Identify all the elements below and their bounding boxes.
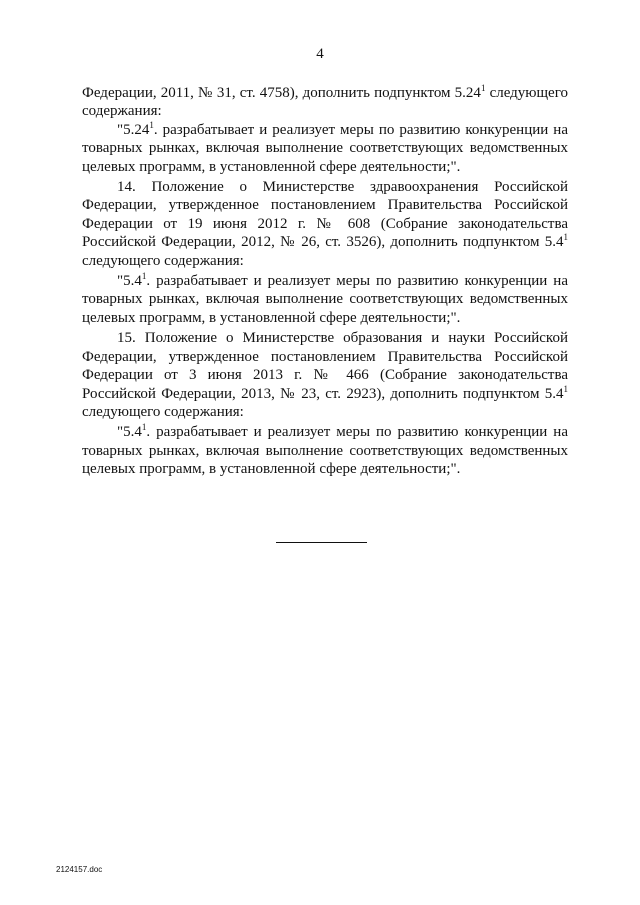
paragraph-15 bbox=[82, 329, 568, 421]
superscript: 1 bbox=[141, 271, 147, 282]
quoted-subparagraph-5-4-1-health bbox=[82, 272, 568, 327]
subparagraph-number: "5.4 bbox=[117, 273, 142, 290]
paragraph-text: . разрабатывает и реализует меры по развитию конкуренции на товарных рынках, включая выполнение соответствующих ведомственных целевых программ, в установленной сфере деятельности;". bbox=[82, 121, 568, 175]
paragraph-text: 15. Положение о Министерстве образования и науки Российской Федерации, утвержденное постановлением Правительства Российской Федерации от 3 июня 2013 г. № 466 (Собрание законодательства Российской Федерации, 2013, № 23, ст. 2923), дополнить подпунктом 5.4 bbox=[82, 330, 568, 402]
paragraph-text: 14. Положение о Министерстве здравоохранения Российской Федерации, утвержденное постановлением Правительства Российской Федерации от 19 июня 2012 г. № 608 (Собрание законодательства Российской Федерации, 2012, № 26, ст. 3526), дополнить подпунктом 5.4 bbox=[82, 179, 568, 251]
document-body bbox=[82, 84, 568, 479]
subparagraph-number: "5.24 bbox=[117, 121, 150, 138]
page-number: 4 bbox=[316, 46, 324, 62]
footer-filename: 2124157.doc bbox=[56, 865, 103, 874]
superscript: 1 bbox=[563, 232, 568, 243]
superscript: 1 bbox=[563, 383, 568, 394]
paragraph-14 bbox=[82, 178, 568, 270]
quoted-subparagraph-5-24-1 bbox=[82, 121, 568, 176]
paragraph-text: . разрабатывает и реализует меры по развитию конкуренции на товарных рынках, включая выполнение соответствующих ведомственных целевых программ, в установленной сфере деятельности;". bbox=[82, 424, 568, 478]
superscript: 1 bbox=[149, 119, 154, 130]
paragraph-text-tail: следующего содержания: bbox=[82, 403, 244, 420]
quoted-subparagraph-5-4-1-education bbox=[82, 423, 568, 478]
paragraph-text: Федерации, 2011, № 31, ст. 4758), дополнить подпунктом 5.24 bbox=[82, 85, 481, 101]
subparagraph-number: "5.4 bbox=[117, 424, 142, 441]
paragraph-text-tail: следующего содержания: bbox=[82, 85, 568, 120]
end-divider-line bbox=[276, 542, 367, 543]
paragraph-continuation bbox=[82, 84, 568, 121]
superscript: 1 bbox=[480, 83, 486, 93]
superscript: 1 bbox=[141, 422, 147, 433]
paragraph-text-tail: следующего содержания: bbox=[82, 252, 244, 269]
paragraph-text: . разрабатывает и реализует меры по развитию конкуренции на товарных рынках, включая выполнение соответствующих ведомственных целевых программ, в установленной сфере деятельности;". bbox=[82, 273, 568, 326]
